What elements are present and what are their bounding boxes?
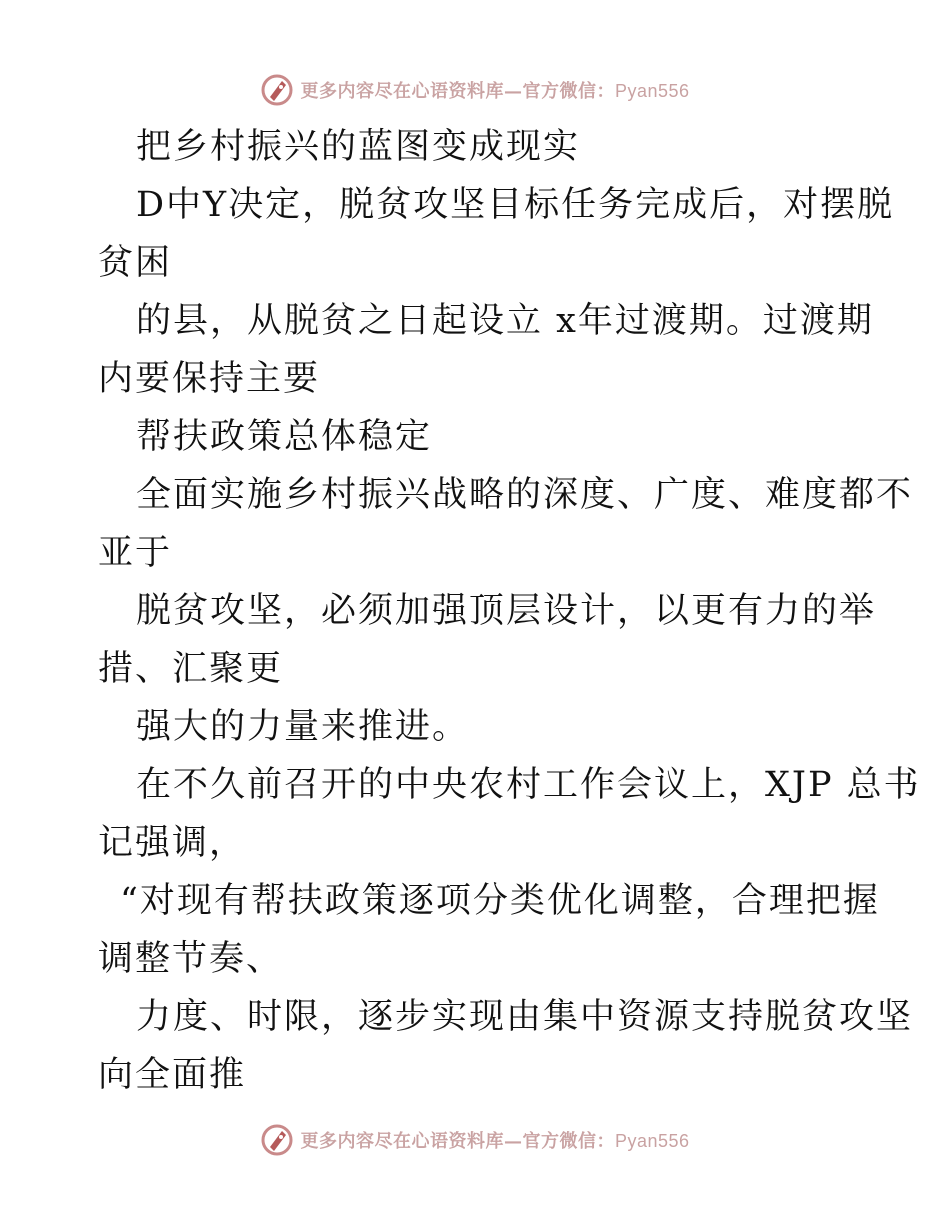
- paragraph-line: 记强调，: [98, 823, 247, 863]
- paragraph-line: 贫困: [98, 243, 173, 283]
- watermark-text: 更多内容尽在心语资料库—官方微信：Pyan556: [300, 81, 690, 102]
- document-title: 把乡村振兴的蓝图变成现实: [136, 127, 581, 167]
- paragraph-line: 在不久前召开的中央农村工作会议上，XJP 总书: [136, 765, 921, 805]
- paragraph-line: 的县，从脱贫之日起设立 x年过渡期。过渡期: [136, 301, 874, 341]
- header-watermark: [0, 70, 950, 110]
- document-body: [98, 118, 921, 1104]
- paragraph-line: 全面实施乡村振兴战略的深度、广度、难度都不: [136, 475, 914, 515]
- paragraph-line: 脱贫攻坚，必须加强顶层设计，以更有力的举: [136, 591, 877, 631]
- watermark-text: 更多内容尽在心语资料库—官方微信：Pyan556: [300, 1131, 690, 1152]
- paragraph-line: 强大的力量来推进。: [136, 707, 470, 747]
- paragraph-line: 帮扶政策总体稳定: [136, 417, 433, 457]
- paragraph-line: 内要保持主要: [98, 359, 321, 399]
- pen-nib-logo-icon: [260, 1123, 294, 1157]
- paragraph-line: 措、汇聚更: [98, 649, 284, 689]
- paragraph-line: D中Y决定，脱贫攻坚目标任务完成后，对摆脱: [136, 185, 895, 225]
- paragraph-line: 向全面推: [98, 1055, 247, 1095]
- footer-watermark: [0, 1120, 950, 1160]
- pen-nib-logo-icon: [260, 73, 294, 107]
- paragraph-line: 亚于: [98, 533, 173, 573]
- paragraph-line: 力度、时限，逐步实现由集中资源支持脱贫攻坚: [136, 997, 914, 1037]
- paragraph-line: “对现有帮扶政策逐项分类优化调整，合理把握: [120, 881, 880, 921]
- paragraph-line: 调整节奏、: [98, 939, 284, 979]
